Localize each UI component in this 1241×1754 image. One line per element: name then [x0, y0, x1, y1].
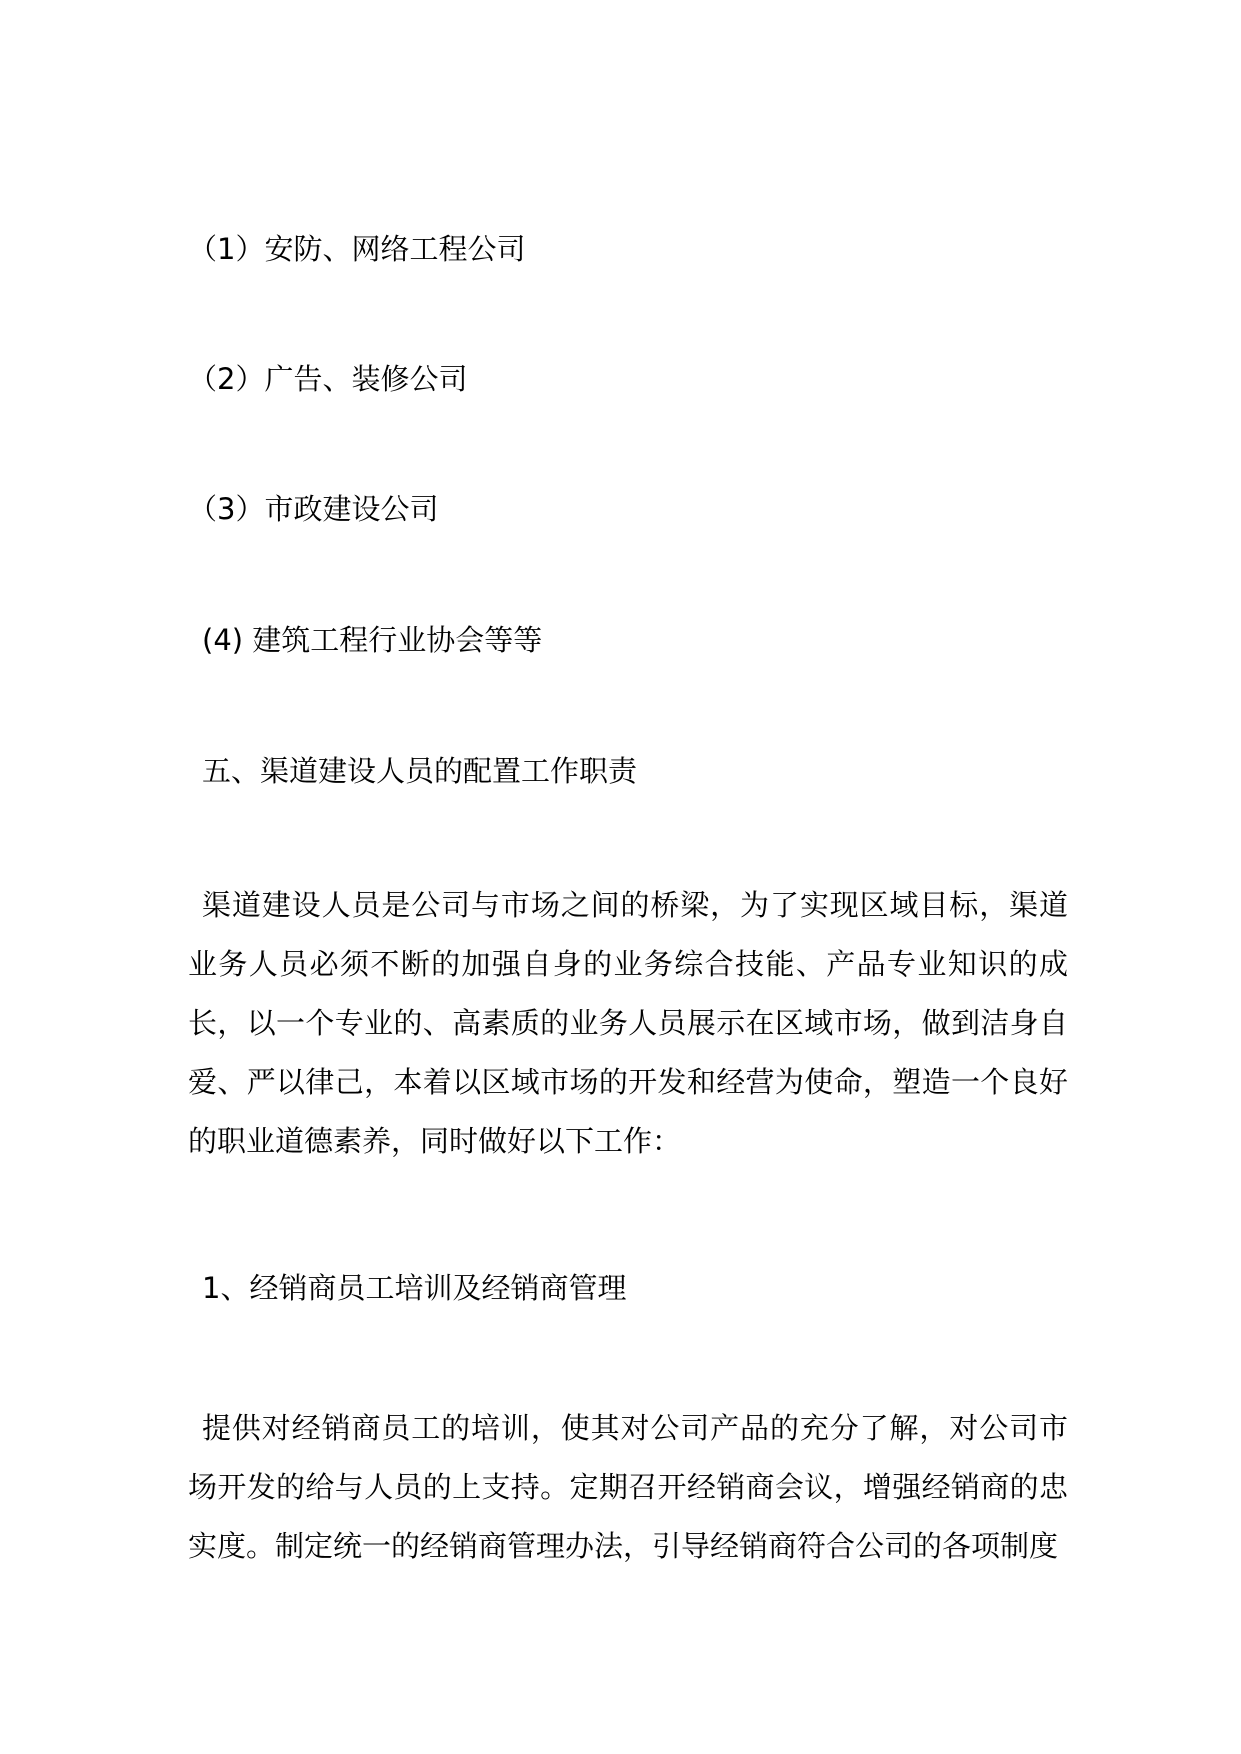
section-heading: 五、渠道建设人员的配置工作职责 [202, 754, 638, 788]
subheading-1: 1、经销商员工培训及经销商管理 [202, 1271, 627, 1305]
body-paragraph-2: 提供对经销商员工的培训，使其对公司产品的充分了解，对公司市场开发的给与人员的上支持。定期召开经销商会议，增强经销商的忠实度。制定统一的经销商管理办法，引导经销商符合公司的各项制度 [188, 1411, 1068, 1563]
body-paragraph-1: 渠道建设人员是公司与市场之间的桥梁，为了实现区域目标，渠道业务人员必须不断的加强自身的业务综合技能、产品专业知识的成长，以一个专业的、高素质的业务人员展示在区域市场，做到洁身自爱、严以律己，本着以区域市场的开发和经营为使命，塑造一个良好的职业道德素养，同时做好以下工作： [188, 888, 1068, 1158]
list-item-1: （1）安防、网络工程公司 [188, 232, 526, 266]
list-item-4: (4) 建筑工程行业协会等等 [202, 623, 543, 657]
list-item-2: （2）广告、装修公司 [188, 362, 468, 396]
list-item-3: （3）市政建设公司 [188, 492, 439, 526]
